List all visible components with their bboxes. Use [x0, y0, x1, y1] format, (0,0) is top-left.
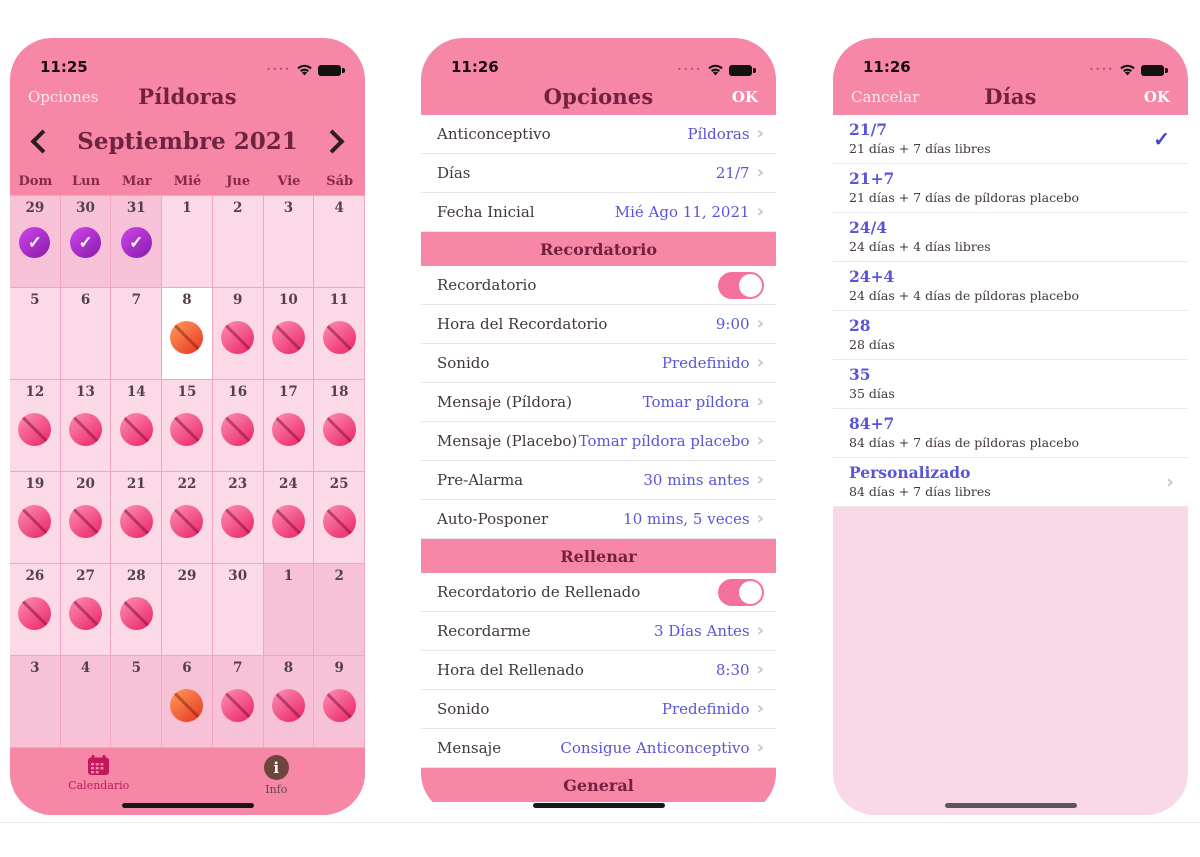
settings-row[interactable]: [421, 193, 776, 232]
day-option[interactable]: [833, 262, 1188, 311]
calendar-day-cell[interactable]: [111, 472, 162, 564]
pill-icon: [170, 505, 203, 538]
settings-row-label: Recordatorio: [437, 276, 537, 294]
calendar-day-cell[interactable]: [10, 288, 61, 380]
weekday-label: Jue: [226, 173, 251, 189]
settings-row[interactable]: [421, 383, 776, 422]
settings-row-label: Recordatorio de Rellenado: [437, 583, 641, 601]
pill-icon: [221, 689, 254, 722]
day-number: 1: [283, 568, 294, 584]
nav-bar: [421, 78, 776, 115]
page-title: Días: [984, 84, 1037, 109]
settings-row-value: Predefinido: [661, 354, 750, 372]
day-option-title: 84+7: [849, 414, 895, 434]
weekday-header-row: [10, 167, 365, 195]
pill-icon: [18, 413, 51, 446]
settings-row-label: Sonido: [437, 354, 490, 372]
day-option-subtitle: 28 días: [849, 337, 895, 353]
section-header: [421, 768, 776, 802]
settings-row[interactable]: [421, 690, 776, 729]
day-number: 18: [329, 384, 349, 400]
day-number: 11: [329, 292, 349, 308]
wifi-icon: [296, 64, 313, 76]
day-option[interactable]: [833, 164, 1188, 213]
calendar-day-cell[interactable]: [213, 288, 264, 380]
settings-row-label: Fecha Inicial: [437, 203, 535, 221]
pill-icon: [272, 413, 305, 446]
day-number: 3: [30, 660, 40, 676]
calendar-day-cell[interactable]: [264, 564, 315, 656]
pill-icon: [170, 413, 203, 446]
calendar-day-cell[interactable]: [111, 380, 162, 472]
day-number: 30: [76, 200, 95, 216]
calendar-day-cell[interactable]: [162, 380, 213, 472]
settings-row-value: 3 Días Antes: [653, 622, 750, 640]
pill-icon: [272, 321, 305, 354]
day-option-title: 21+7: [849, 169, 895, 189]
day-number: 5: [131, 660, 141, 676]
day-option-title: 24+4: [849, 267, 895, 287]
settings-row-label: Hora del Rellenado: [437, 661, 584, 679]
weekday-label: Mar: [121, 173, 152, 189]
calendar-icon: [87, 755, 110, 776]
pill-icon: [221, 321, 254, 354]
section-header-label: General: [563, 775, 634, 795]
home-indicator: [533, 803, 665, 808]
weekday-label: Mié: [173, 173, 202, 189]
status-time: 11:25: [40, 58, 88, 76]
home-indicator: [945, 803, 1077, 808]
pill-icon: [221, 505, 254, 538]
settings-row[interactable]: [421, 115, 776, 154]
day-option[interactable]: [833, 115, 1188, 164]
day-number: 8: [283, 660, 294, 676]
settings-row-value: Píldoras: [687, 125, 750, 143]
chevron-right-icon: ›: [756, 469, 764, 490]
settings-row-label: Anticonceptivo: [437, 125, 551, 143]
settings-row[interactable]: [421, 612, 776, 651]
toggle-switch[interactable]: [718, 579, 764, 606]
battery-icon: [1141, 65, 1164, 76]
calendar-grid: [10, 195, 365, 748]
calendar-day-cell[interactable]: [213, 472, 264, 564]
settings-row-value: Tomar píldora placebo: [578, 432, 750, 450]
day-option-title: 24/4: [849, 218, 888, 238]
pill-icon: [221, 413, 254, 446]
settings-row-value: 9:00: [715, 315, 750, 333]
day-option-subtitle: 84 días + 7 días de píldoras placebo: [849, 435, 1080, 451]
day-option-title: 28: [849, 316, 871, 336]
weekday-label: Lun: [72, 173, 101, 189]
home-indicator: [122, 803, 254, 808]
page-title: Píldoras: [138, 84, 237, 109]
day-number: 5: [30, 292, 40, 308]
day-number: 9: [334, 660, 344, 676]
calendar-day-cell[interactable]: [264, 380, 315, 472]
tab-bar: [10, 748, 365, 815]
settings-row-label: Hora del Recordatorio: [437, 315, 608, 333]
phone-days-screen: [833, 38, 1188, 815]
calendar-day-cell[interactable]: [213, 564, 264, 656]
pill-icon: [69, 597, 102, 630]
status-bar: [10, 38, 365, 78]
taken-check-icon: ✓: [70, 227, 101, 258]
day-number: 2: [334, 568, 344, 584]
settings-row-label: Pre-Alarma: [437, 471, 524, 489]
chevron-right-icon: ›: [756, 737, 764, 758]
calendar-day-cell[interactable]: [61, 380, 112, 472]
day-number: 29: [177, 568, 197, 584]
pill-icon: [69, 505, 102, 538]
day-option-subtitle: 24 días + 4 días libres: [849, 239, 991, 255]
day-number: 10: [279, 292, 298, 308]
toggle-switch[interactable]: [718, 272, 764, 299]
pill-icon: [120, 505, 153, 538]
calendar-day-cell[interactable]: [61, 656, 112, 748]
calendar-day-cell[interactable]: [111, 288, 162, 380]
settings-row-label: Días: [437, 164, 471, 182]
battery-icon: [318, 65, 341, 76]
pill-icon: [323, 505, 356, 538]
calendar-day-cell[interactable]: [314, 380, 365, 472]
section-header: [421, 232, 776, 266]
cellular-signal-icon: ••••: [677, 64, 702, 74]
pill-icon: [18, 505, 51, 538]
tab-info-label: Info: [265, 783, 288, 796]
settings-row[interactable]: [421, 344, 776, 383]
calendar-day-cell[interactable]: [111, 564, 162, 656]
calendar-day-cell[interactable]: [61, 564, 112, 656]
day-number: 4: [334, 200, 344, 216]
weekday-label: Dom: [18, 173, 53, 189]
settings-row-value: Tomar píldora: [642, 393, 750, 411]
status-bar: [421, 38, 776, 78]
chevron-right-icon: ›: [1166, 471, 1174, 493]
chevron-right-icon: ›: [756, 313, 764, 334]
calendar-day-cell[interactable]: [61, 196, 112, 288]
day-number: 12: [25, 384, 45, 400]
day-number: 13: [76, 384, 95, 400]
settings-row-label: Mensaje: [437, 739, 502, 757]
phone-options-screen: [421, 38, 776, 815]
chevron-right-icon: ›: [756, 162, 764, 183]
day-number: 23: [228, 476, 248, 492]
day-option-subtitle: 35 días: [849, 386, 895, 402]
nav-bar: [833, 78, 1188, 115]
day-number: 7: [131, 292, 141, 308]
day-number: 3: [283, 200, 294, 216]
calendar-day-cell[interactable]: [264, 288, 315, 380]
options-button[interactable]: Opciones: [28, 87, 99, 106]
pill-orange-icon: [170, 689, 203, 722]
pill-icon: [323, 689, 356, 722]
settings-row-label: Recordarme: [437, 622, 531, 640]
nav-bar: [10, 78, 365, 115]
chevron-right-icon: ›: [756, 201, 764, 222]
settings-row-value: 21/7: [715, 164, 750, 182]
chevron-right-icon: ›: [756, 698, 764, 719]
cellular-signal-icon: ••••: [266, 64, 291, 74]
calendar-day-cell[interactable]: [314, 564, 365, 656]
chevron-right-icon: ›: [756, 620, 764, 641]
chevron-right-icon: ›: [756, 352, 764, 373]
days-options-list: [833, 115, 1188, 507]
section-header-label: Rellenar: [560, 546, 637, 566]
settings-row-label: Mensaje (Píldora): [437, 393, 572, 411]
cancel-button[interactable]: Cancelar: [851, 87, 920, 106]
day-number: 6: [80, 292, 91, 308]
section-header: [421, 539, 776, 573]
settings-row[interactable]: [421, 461, 776, 500]
page-title: Opciones: [543, 84, 654, 109]
day-number: 17: [279, 384, 298, 400]
calendar-day-cell[interactable]: [162, 196, 213, 288]
day-number: 6: [182, 660, 192, 676]
settings-row-value: Mié Ago 11, 2021: [614, 203, 750, 221]
day-number: 28: [126, 568, 146, 584]
month-navigation: [10, 115, 365, 167]
settings-row-value: Predefinido: [661, 700, 750, 718]
day-option-subtitle: 21 días + 7 días de píldoras placebo: [849, 190, 1080, 206]
day-number: 1: [182, 200, 192, 216]
settings-row-value: 10 mins, 5 veces: [623, 510, 750, 528]
day-number: 4: [80, 660, 91, 676]
day-number: 7: [233, 660, 243, 676]
calendar-day-cell[interactable]: [314, 472, 365, 564]
settings-row[interactable]: [421, 154, 776, 193]
day-number: 9: [233, 292, 243, 308]
section-header-label: Recordatorio: [539, 239, 658, 259]
day-number: 20: [76, 476, 95, 492]
calendar-day-cell[interactable]: [264, 656, 315, 748]
settings-row-label: Auto-Posponer: [437, 510, 549, 528]
day-number: 2: [233, 200, 243, 216]
calendar-day-cell[interactable]: [162, 288, 213, 380]
chevron-right-icon: ›: [756, 123, 764, 144]
chevron-right-icon: ›: [756, 430, 764, 451]
cellular-signal-icon: ••••: [1089, 64, 1114, 74]
day-number: 30: [228, 568, 248, 584]
day-number: 27: [76, 568, 95, 584]
day-option[interactable]: [833, 458, 1188, 507]
check-icon: ✓: [1153, 127, 1170, 151]
day-number: 15: [177, 384, 197, 400]
settings-row-value: 30 mins antes: [643, 471, 750, 489]
day-number: 8: [182, 292, 192, 308]
status-bar: [833, 38, 1188, 78]
calendar-day-cell[interactable]: [10, 196, 61, 288]
calendar-day-cell[interactable]: [264, 472, 315, 564]
calendar-day-cell[interactable]: [162, 472, 213, 564]
calendar-day-cell[interactable]: [111, 196, 162, 288]
calendar-day-cell[interactable]: [162, 656, 213, 748]
settings-row[interactable]: [421, 729, 776, 768]
next-month-button[interactable]: [320, 129, 344, 153]
settings-row[interactable]: [421, 500, 776, 539]
calendar-day-cell[interactable]: [111, 656, 162, 748]
status-time: 11:26: [451, 58, 499, 76]
day-number: 22: [177, 476, 197, 492]
phone-calendar-screen: [10, 38, 365, 815]
pill-icon: [18, 597, 51, 630]
weekday-label: Sáb: [326, 173, 354, 189]
day-option-title: 35: [849, 365, 871, 385]
battery-icon: [729, 65, 752, 76]
day-option[interactable]: [833, 213, 1188, 262]
calendar-day-cell[interactable]: [264, 196, 315, 288]
pill-icon: [272, 689, 305, 722]
weekday-label: Vie: [277, 173, 301, 189]
settings-row-label: Mensaje (Placebo): [437, 432, 578, 450]
calendar-day-cell[interactable]: [10, 380, 61, 472]
pill-icon: [323, 413, 356, 446]
calendar-day-cell[interactable]: [61, 288, 112, 380]
settings-row[interactable]: [421, 651, 776, 690]
empty-area: [833, 507, 1188, 815]
chevron-right-icon: ›: [756, 391, 764, 412]
settings-list: [421, 115, 776, 815]
settings-row[interactable]: [421, 266, 776, 305]
chevron-right-icon: ›: [756, 508, 764, 529]
wifi-icon: [707, 64, 724, 76]
chevron-right-icon: ›: [756, 659, 764, 680]
day-option-subtitle: 21 días + 7 días libres: [849, 141, 991, 157]
month-title: Septiembre 2021: [77, 127, 298, 155]
ok-button[interactable]: OK: [1143, 87, 1170, 106]
wifi-icon: [1119, 64, 1136, 76]
day-option-subtitle: 84 días + 7 días libres: [849, 484, 991, 500]
day-option-title: Personalizado: [849, 463, 971, 483]
day-option-title: 21/7: [849, 120, 888, 140]
settings-row[interactable]: [421, 422, 776, 461]
day-option[interactable]: [833, 409, 1188, 458]
day-number: 24: [279, 476, 298, 492]
day-number: 14: [126, 384, 146, 400]
settings-row-value: 8:30: [715, 661, 750, 679]
pill-orange-icon: [170, 321, 203, 354]
calendar-day-cell[interactable]: [10, 656, 61, 748]
day-option[interactable]: [833, 311, 1188, 360]
settings-row[interactable]: [421, 573, 776, 612]
calendar-day-cell[interactable]: [10, 564, 61, 656]
pill-icon: [120, 597, 153, 630]
calendar-day-cell[interactable]: [314, 656, 365, 748]
calendar-day-cell[interactable]: [314, 196, 365, 288]
settings-row-label: Sonido: [437, 700, 490, 718]
calendar-day-cell[interactable]: [61, 472, 112, 564]
day-number: 21: [126, 476, 146, 492]
pill-icon: [272, 505, 305, 538]
calendar-day-cell[interactable]: [314, 288, 365, 380]
calendar-day-cell[interactable]: [10, 472, 61, 564]
info-icon: i: [264, 755, 289, 780]
day-number: 16: [228, 384, 248, 400]
settings-row[interactable]: [421, 305, 776, 344]
day-number: 19: [25, 476, 45, 492]
calendar-day-cell[interactable]: [213, 380, 264, 472]
day-number: 31: [126, 200, 146, 216]
pill-icon: [69, 413, 102, 446]
day-option[interactable]: [833, 360, 1188, 409]
taken-check-icon: ✓: [19, 227, 50, 258]
tab-calendario-label: Calendario: [68, 779, 130, 792]
day-option-subtitle: 24 días + 4 días de píldoras placebo: [849, 288, 1080, 304]
day-number: 29: [25, 200, 45, 216]
day-number: 26: [25, 568, 45, 584]
settings-row-value: Consigue Anticonceptivo: [560, 739, 750, 757]
calendar-day-cell[interactable]: [162, 564, 213, 656]
status-time: 11:26: [863, 58, 911, 76]
ok-button[interactable]: OK: [731, 87, 758, 106]
pill-icon: [323, 321, 356, 354]
calendar-day-cell[interactable]: [213, 196, 264, 288]
day-number: 25: [329, 476, 349, 492]
taken-check-icon: ✓: [121, 227, 152, 258]
calendar-day-cell[interactable]: [213, 656, 264, 748]
page-divider: [0, 822, 1200, 823]
pill-icon: [120, 413, 153, 446]
